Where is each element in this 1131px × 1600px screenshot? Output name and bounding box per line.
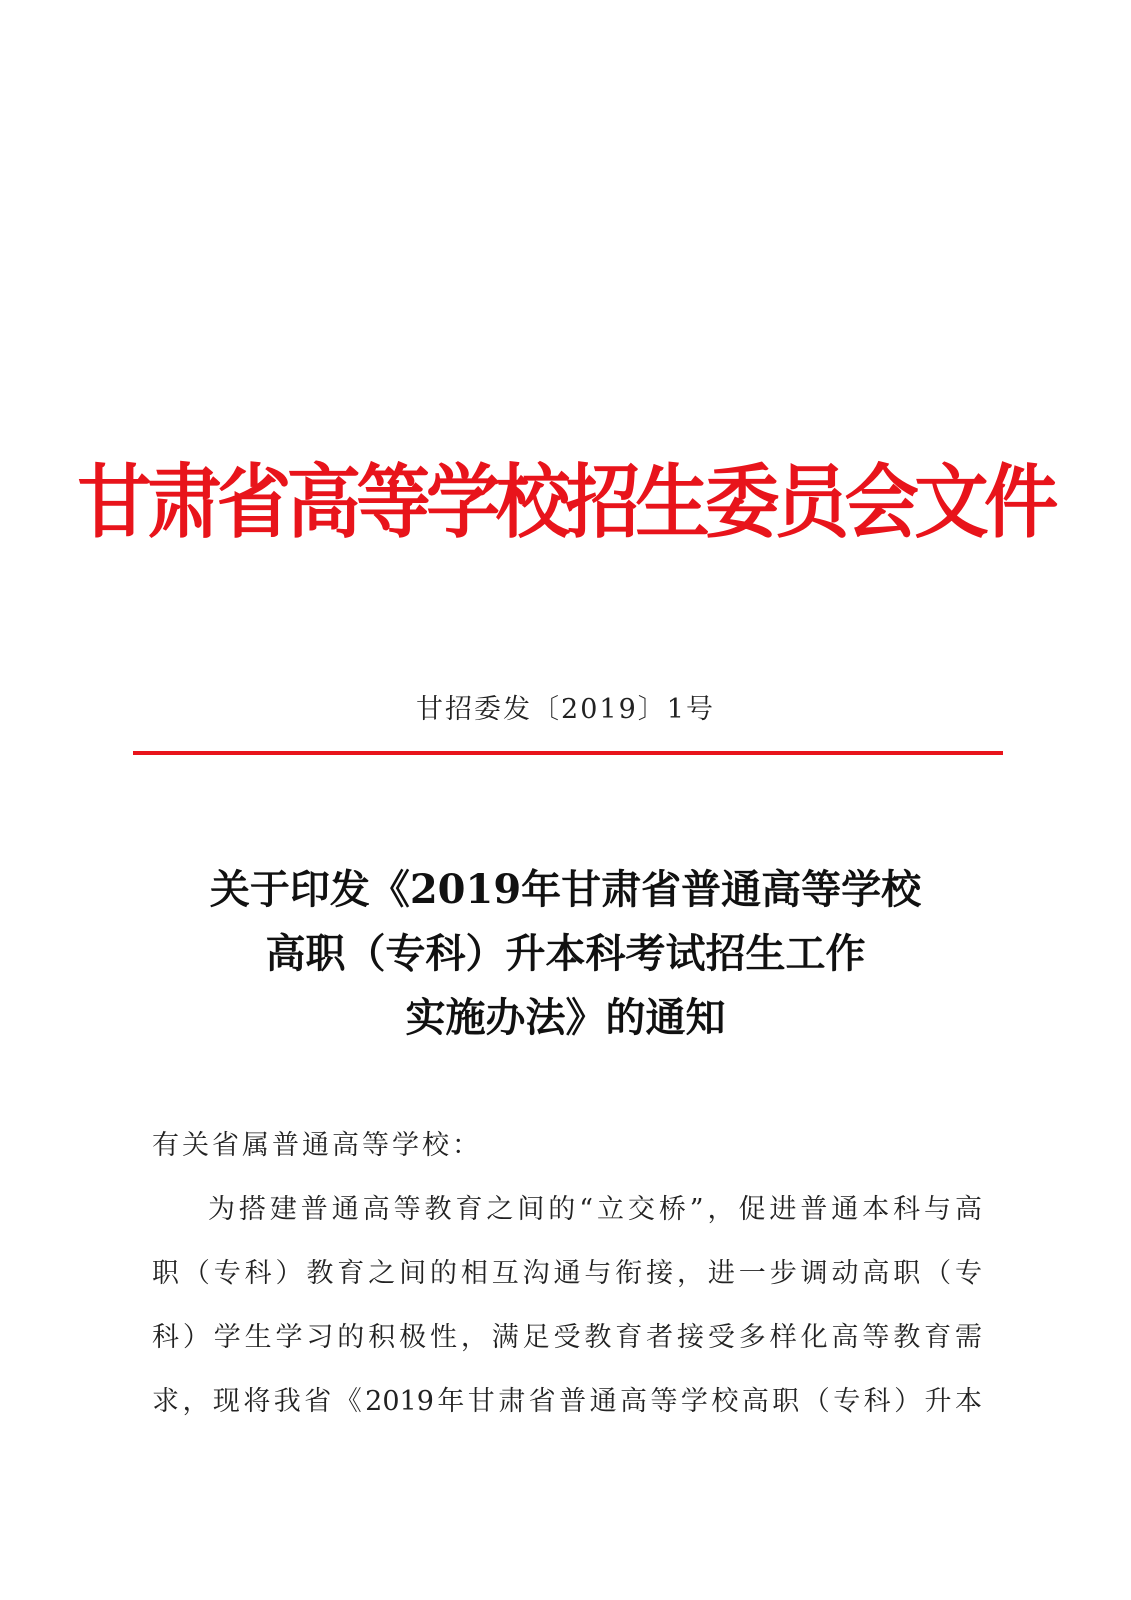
- document-number: 甘招委发〔2019〕1号: [416, 694, 715, 725]
- title-line-2: 高职（专科）升本科考试招生工作: [265, 930, 866, 977]
- salutation: 有关省属普通高等学校：: [152, 1130, 482, 1161]
- document-masthead: 甘肃省高等学校招生委员会文件: [77, 456, 1054, 549]
- document-title: [0, 858, 1131, 1050]
- body-line-2: 职（专科）教育之间的相互沟通与衔接，进一步调动高职（专: [152, 1258, 982, 1289]
- red-divider-rule: [133, 751, 1003, 755]
- title-line-1: 关于印发《2019年甘肃省普通高等学校: [209, 866, 922, 913]
- title-line-3: 实施办法》的通知: [405, 994, 726, 1041]
- body-line-1: 为搭建普通高等教育之间的“立交桥”，促进普通本科与高: [208, 1194, 982, 1225]
- body-line-3: 科）学生学习的积极性，满足受教育者接受多样化高等教育需: [152, 1322, 982, 1353]
- body-line-4: 求，现将我省《2019年甘肃省普通高等学校高职（专科）升本: [152, 1386, 982, 1417]
- body-paragraph: [152, 1190, 982, 1446]
